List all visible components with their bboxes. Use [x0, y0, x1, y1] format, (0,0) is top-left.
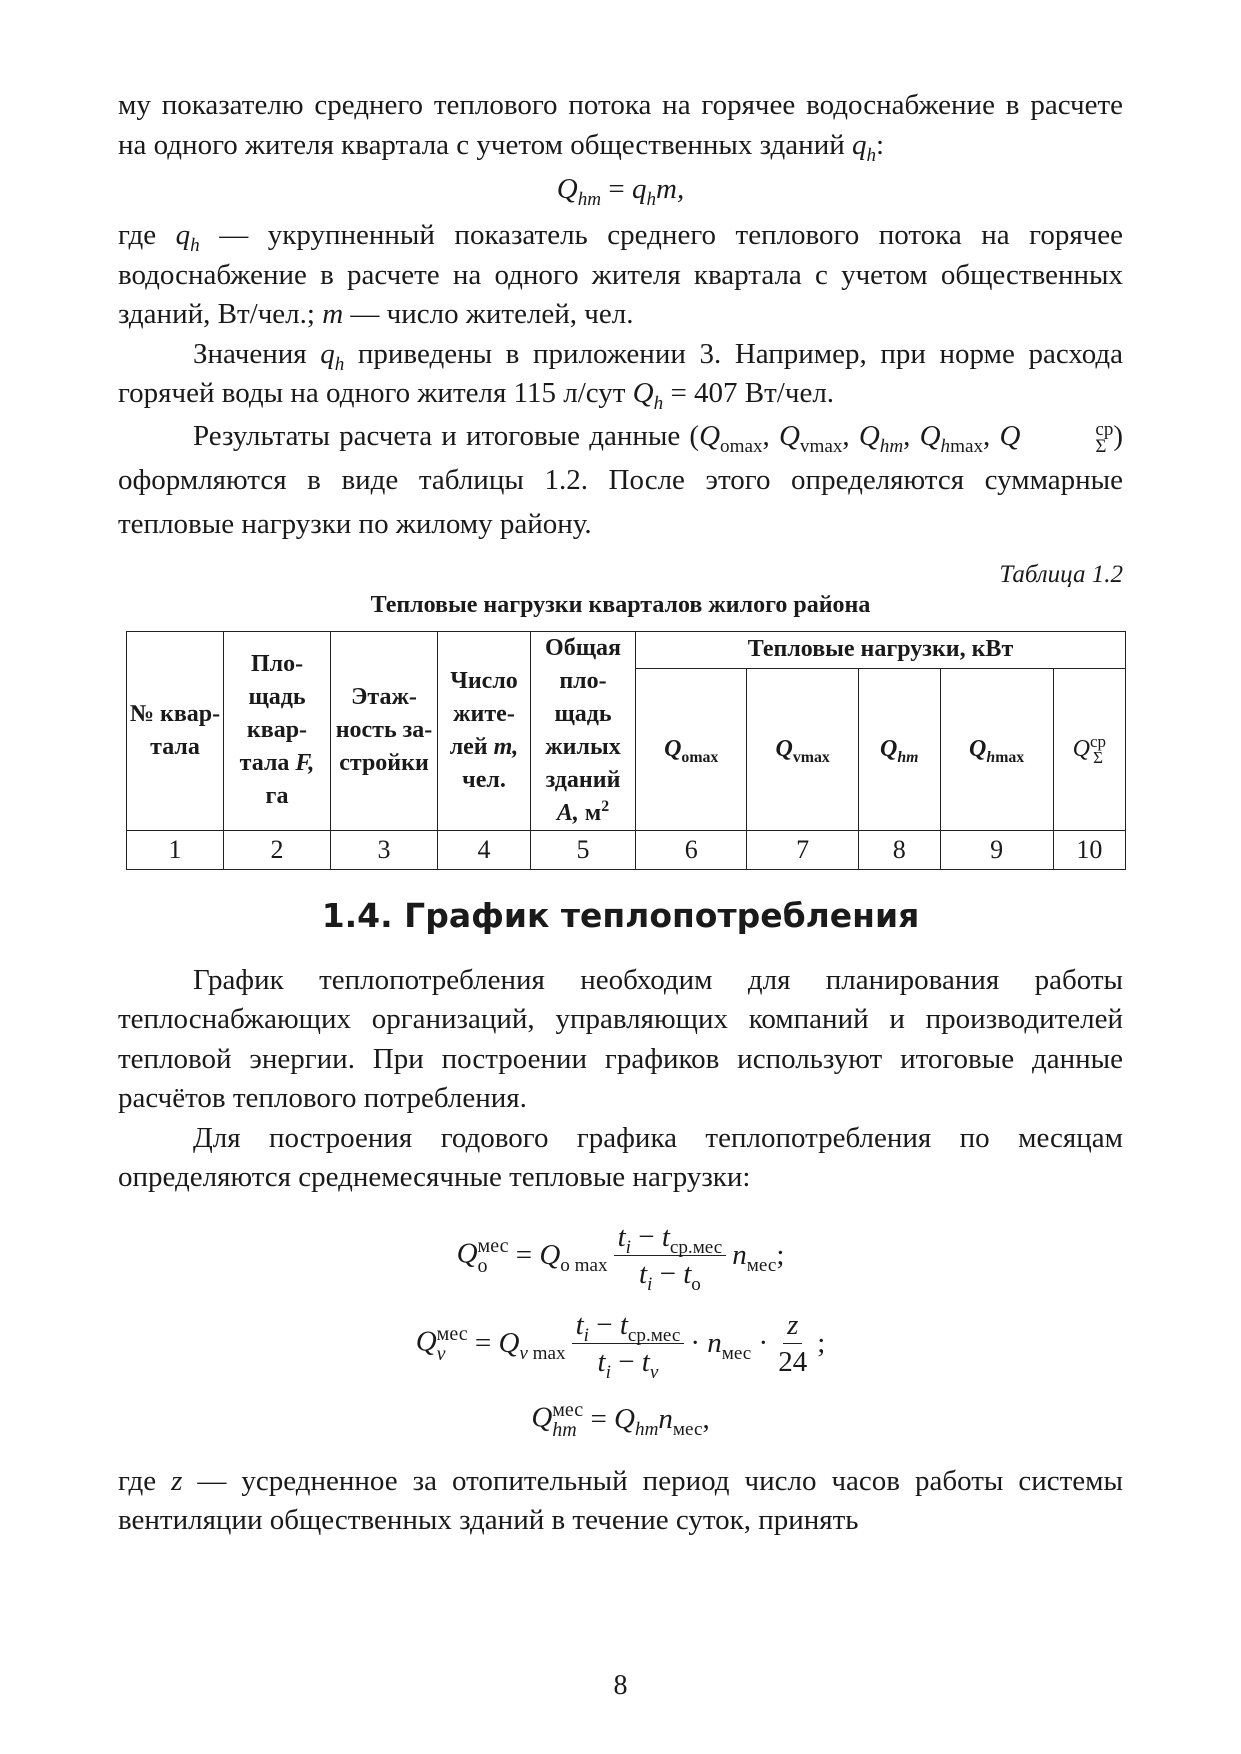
table-caption: Таблица 1.2	[999, 560, 1123, 588]
col-qhm-header: $Q_{hm}$	[858, 669, 940, 830]
table-cell: 4	[438, 830, 531, 869]
table-title: Тепловые нагрузки кварталов жилого района	[370, 591, 871, 618]
col-floors-header: Этаж-ность за-стройки	[331, 631, 438, 830]
paragraph-7: где z — усредненное за отопительный период число часов работы системы вентиляции общественных зданий в течение суток, принять	[118, 1464, 1124, 1536]
col-qsum-header: Q ср Σ	[1053, 669, 1125, 830]
table-cell: 7	[747, 830, 858, 869]
table-cell: 2	[224, 830, 331, 869]
col-area-header: Пло-щадь квар-тала F, га	[224, 631, 331, 830]
paragraph-4: Результаты расчета и итоговые данные ($Q_{omax}$, $Q_{vmax}$, $Q_{hm}$, $Q_{hmax}$, Q ср Σ ) оформляются в виде таблицы 1.2. После этого определяются суммарные тепловые нагрузки по жилому району.	[118, 418, 1123, 540]
formula-qo-month: Q мес о = $Q_{о max}$ $\frac{t_i - t_{ср.мес}}{t_i - t_о}$ $n_{мес}$;	[456, 1221, 785, 1295]
table-cell: 5	[531, 830, 636, 869]
page-content	[118, 86, 1123, 1541]
table-row	[127, 830, 1126, 869]
paragraph-1: му показателю среднего теплового потока на горячее водоснабжение в расчете на одного жителя квартала с учетом общественных зданий $q_h$:	[118, 89, 1123, 166]
paragraph-5: График теплопотребления необходим для планирования работы теплоснабжающих организаций, управляющих компаний и производителей тепловой энергии. При построении графиков используют итоговые данные расчётов теплового потребления.	[118, 963, 1123, 1114]
heat-loads-table	[126, 631, 1126, 870]
col-loads-header: Тепловые нагрузки, кВт	[636, 631, 1126, 669]
col-qvmax-header: $Q_{vmax}$	[747, 669, 858, 830]
table-cell: 1	[127, 830, 224, 869]
col-residents-header: Число жите-лей m, чел.	[438, 631, 531, 830]
section-heading: 1.4. График теплопотребления	[321, 895, 920, 935]
paragraph-3: Значения $q_h$ приведены в приложении 3. Например, при норме расхода горячей воды на одного жителя 115 л/сут $Q_h = 407$ Вт/чел.	[118, 337, 1124, 414]
formula-qhm: $Q_{hm} = q_hm$,	[556, 173, 685, 210]
col-total-area-header: Общая пло-щадь жилых зданий A, $м^2$	[531, 631, 636, 830]
table-cell: 6	[636, 830, 747, 869]
table-cell: 3	[331, 830, 438, 869]
col-qomax-header: $Q_{omax}$	[636, 669, 747, 830]
formula-block	[118, 1212, 1123, 1452]
paragraph-2: где $q_h$ — укрупненный показатель среднего теплового потока на горячее водоснабжение в расчете на одного жителя квартала с учетом общественных зданий, Вт/чел.; m — число жителей, чел.	[118, 219, 1123, 330]
table-cell: 9	[940, 830, 1053, 869]
formula-qv-month: Q мес v = $Q_{v max}$ $\frac{t_i - t_{ср.мес}}{t_i - t_v}$ · $n_{мес}$ · $\frac{z}{24}$ ;	[415, 1309, 826, 1383]
page-number: 8	[613, 1670, 628, 1701]
table-cell: 8	[858, 830, 940, 869]
col-number-header: № квар-тала	[127, 631, 224, 830]
table-cell: 10	[1053, 830, 1125, 869]
formula-qhm-month: Q мес hm = $Q_{hm}n_{мес}$,	[531, 1398, 710, 1441]
col-qhmax-header: $Q_{hmax}$	[940, 669, 1053, 830]
paragraph-6: Для построения годового графика теплопотребления по месяцам определяются среднемесячные тепловые нагрузки:	[118, 1121, 1123, 1193]
